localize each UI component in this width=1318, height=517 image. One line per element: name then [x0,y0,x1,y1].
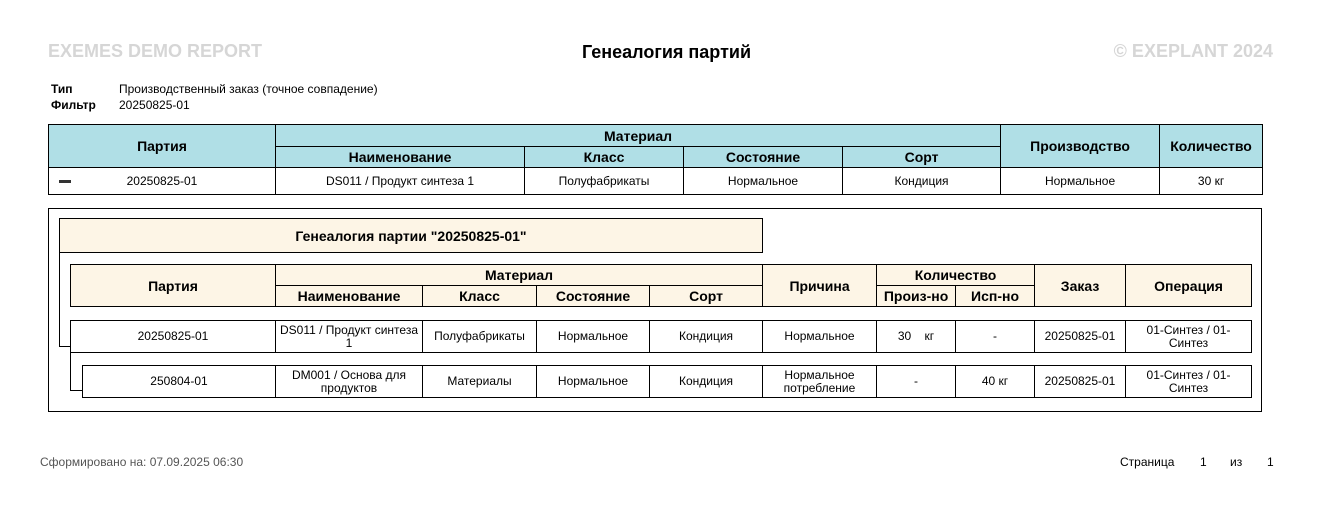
col-state: Состояние [684,147,843,168]
cell-state: Нормальное [537,321,650,353]
produced-unit: кг [924,329,935,343]
col-grade: Сорт [650,286,763,307]
produced-value: 30 [897,329,912,343]
cell-produced [877,321,956,353]
genealogy-title: Генеалогия партии "20250825-01" [59,218,763,253]
cell-reason: Нормальное [763,321,877,353]
genealogy-header-table [70,264,1252,307]
col-used: Исп-но [956,286,1035,307]
cell-produced: - [877,366,956,398]
cell-reason: Нормальное потребление [763,366,877,398]
col-class: Класс [525,147,684,168]
cell-name: DM001 / Основа для продуктов [276,366,423,398]
col-operation: Операция [1126,265,1252,307]
col-produced: Произ-но [877,286,956,307]
col-batch: Партия [49,125,276,168]
cell-class: Полуфабрикаты [423,321,537,353]
cell-grade: Кондиция [650,321,763,353]
type-value: Производственный заказ (точное совпадение) [119,82,378,96]
genealogy-row-2 [82,365,1252,398]
brand-right: © EXEPLANT 2024 [1113,41,1273,61]
col-batch: Партия [71,265,276,307]
cell-operation: 01-Синтез / 01-Синтез [1126,321,1252,353]
table-row [49,168,1263,195]
col-name: Наименование [276,147,525,168]
filter-label: Фильтр [51,98,96,112]
table-row [83,366,1252,398]
col-production: Производство [1001,125,1160,168]
generated-timestamp: Сформировано на: 07.09.2025 06:30 [40,455,244,469]
cell-batch: 250804-01 [83,366,276,398]
batch-value: 20250825-01 [126,173,198,188]
cell-production: Нормальное [1001,168,1160,195]
cell-state: Нормальное [684,168,843,195]
cell-name: DS011 / Продукт синтеза 1 [276,168,525,195]
cell-batch [49,168,276,195]
col-grade: Сорт [843,147,1001,168]
cell-grade: Кондиция [650,366,763,398]
page-title: Генеалогия партий [581,42,752,62]
cell-grade: Кондиция [843,168,1001,195]
cell-batch: 20250825-01 [71,321,276,353]
filter-value: 20250825-01 [119,98,190,112]
type-label: Тип [51,82,73,96]
col-name: Наименование [276,286,423,307]
page-number: 1 [1200,455,1207,469]
cell-used: 40 кг [956,366,1035,398]
col-quantity: Количество [1160,125,1263,168]
cell-state: Нормальное [537,366,650,398]
col-state: Состояние [537,286,650,307]
col-class: Класс [423,286,537,307]
col-reason: Причина [763,265,877,307]
collapse-icon[interactable] [59,180,71,183]
col-order: Заказ [1035,265,1126,307]
col-material: Материал [276,125,1001,147]
page-total: 1 [1267,455,1274,469]
genealogy-row-1 [70,320,1252,353]
cell-class: Материалы [423,366,537,398]
cell-class: Полуфабрикаты [525,168,684,195]
cell-operation: 01-Синтез / 01-Синтез [1126,366,1252,398]
cell-order: 20250825-01 [1035,321,1126,353]
cell-used: - [956,321,1035,353]
col-quantity: Количество [877,265,1035,286]
summary-table [48,124,1263,195]
col-material: Материал [276,265,763,286]
of-label: из [1230,455,1243,469]
table-row [71,321,1252,353]
cell-name: DS011 / Продукт синтеза 1 [276,321,423,353]
cell-quantity: 30 кг [1160,168,1263,195]
brand-left: EXEMES DEMO REPORT [48,41,263,61]
page-label: Страница [1120,455,1175,469]
cell-order: 20250825-01 [1035,366,1126,398]
